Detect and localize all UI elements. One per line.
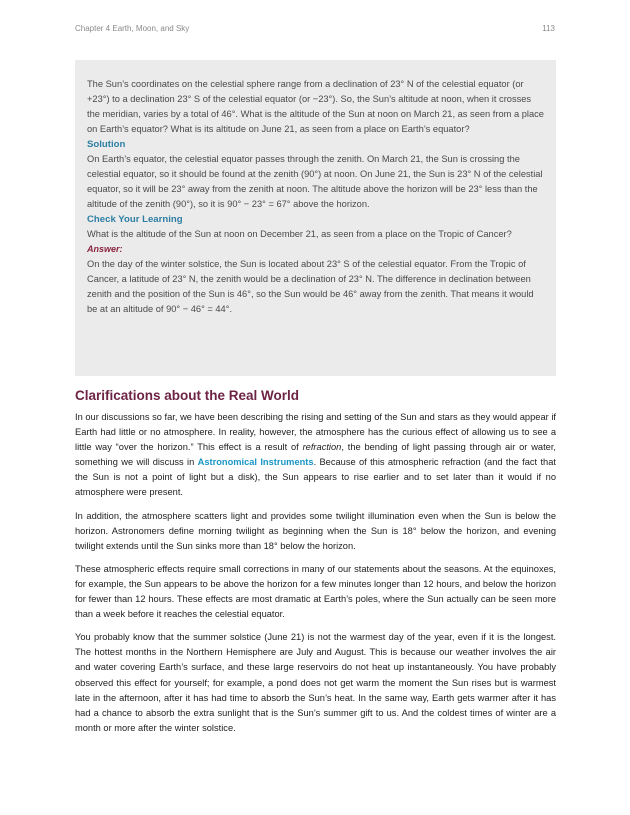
running-header [75, 24, 555, 33]
answer-label: Answer: [87, 244, 123, 254]
paragraph-text: In our discussions so far, we have been describing the rising and setting of the Sun and stars as they would appear if Earth had little or no atmosphere. In reality, however, the atmosphere has the curious effect of allowing us to see a little way “over the horizon.” This effect is a result of [75, 412, 556, 453]
example-box [75, 60, 556, 376]
check-question: What is the altitude of the Sun at noon on December 21, as seen from a place on the Tropic of Cancer? [87, 229, 512, 239]
link-astronomical-instruments[interactable]: Astronomical Instruments [197, 457, 314, 468]
paragraph-twilight: In addition, the atmosphere scatters light and provides some twilight illumination even when the Sun is below the horizon. Astronomers define morning twilight as beginning when the Sun is 18° below the horizon, and evening twilight extends until the Sun sinks more than 18° below the horizon. [75, 510, 556, 551]
chapter-title: Chapter 4 Earth, Moon, and Sky [75, 24, 190, 33]
solution-heading: Solution [87, 139, 126, 150]
paragraph-solstice: You probably know that the summer solstice (June 21) is not the warmest day of the year, even if it is the longest. The hottest months in the Northern Hemisphere are July and August. This is because our weather involves the air and water covering Earth’s surface, and these large reservoirs do not heat up instantaneously. You have probably observed this effect for yourself; for example, a pond does not get warm the moment the Sun rises but is warmest late in the afternoon, after it has had time to absorb the Sun’s heat. In the same way, Earth gets warmer after it has had a chance to absorb the extra sunlight that is the Sun’s summer gift to us. And the coldest times of winter are a month or more after the winter solstice. [75, 632, 556, 733]
section-title: Clarifications about the Real World [75, 388, 300, 403]
check-your-learning-heading: Check Your Learning [87, 214, 183, 225]
page-number: 113 [542, 24, 555, 33]
main-content [75, 387, 556, 744]
example-problem: The Sun’s coordinates on the celestial sphere range from a declination of 23° N of the celestial equator (or +23°) to a declination 23° S of the celestial equator (or −23°). So, the Sun’s altitude at noon, when it crosses the meridian, varies by a total of 46°. What is the altitude of the Sun at noon on March 21, as seen from a place on Earth’s equator? What is its altitude on June 21, as seen from a place on Earth’s equator? [87, 79, 544, 134]
paragraph-seasons: These atmospheric effects require small corrections in many of our statements about the seasons. At the equinoxes, for example, the Sun appears to be above the horizon for a few minutes longer than 12 hours, and below the horizon for fewer than 12 hours. These effects are most dramatic at Earth’s poles, where the Sun actually can be seen more than a week before it reaches the celestial equator. [75, 563, 556, 620]
solution-text: On Earth’s equator, the celestial equator passes through the zenith. On March 21, the Sun is crossing the celestial equator, so it should be found at the zenith (90°) at noon. On June 21, the Sun is 23° N of the celestial equator, so it will be 23° away from the zenith at noon. The altitude above the horizon will be 23° less than the altitude of the zenith (90°), so it is 90° − 23° = 67° above the horizon. [87, 154, 543, 209]
term-refraction: refraction [302, 442, 342, 453]
paragraph-text: . Because of this atmospheric refraction (and the fact that the Sun is not a point of light but a disk), the Sun appears to rise earlier and to set later than it would if no atmosphere were present. [75, 457, 556, 498]
answer-text: On the day of the winter solstice, the Sun is located about 23° S of the celestial equator. From the Tropic of Cancer, a latitude of 23° N, the zenith would be a declination of 23° N. The difference in declination between zenith and the position of the Sun is 46°, so the Sun would be 46° away from the zenith. That means it would be at an altitude of 90° − 46° = 44°. [87, 259, 534, 314]
paragraph-text: , the bending of light passing through air or water, something we will discuss in [75, 442, 556, 468]
paragraph-refraction [75, 410, 556, 501]
